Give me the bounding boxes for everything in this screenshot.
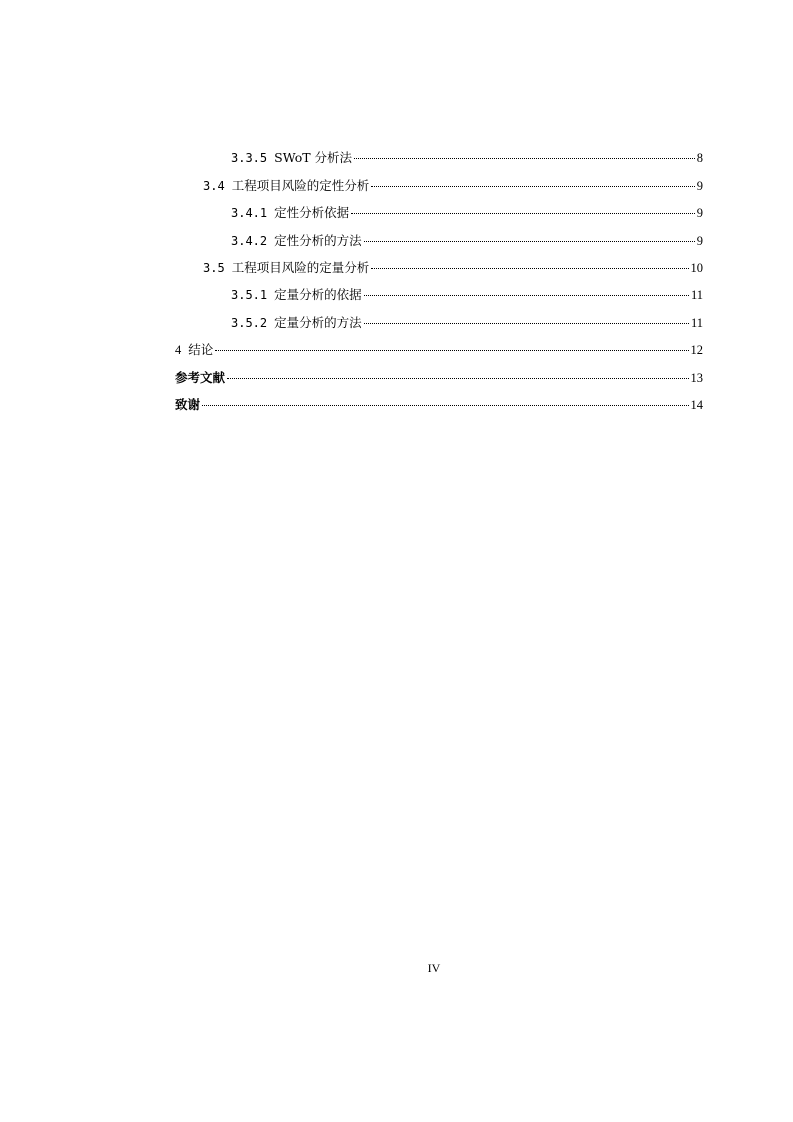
toc-dot-leader [371,268,688,269]
toc-entry-title: 参考文献 [175,370,226,385]
toc-dot-leader [364,323,689,324]
toc-dot-leader [354,158,695,159]
toc-entry-references[interactable] [175,370,703,386]
toc-entry-page: 13 [690,371,703,385]
toc-entry-3-3-5[interactable] [231,150,703,166]
toc-entry-title: 工程项目风险的定量分析 [231,260,370,275]
toc-entry-3-4-2[interactable] [231,233,703,249]
toc-entry-title: 定量分析的方法 [274,315,362,330]
toc-entry-number: 3.4 [203,179,225,193]
toc-entry-number: 3.5.2 [231,316,268,330]
toc-entry-title: SWoT 分析法 [274,150,353,165]
toc-dot-leader [202,405,688,406]
toc-entry-acknowledgements[interactable] [175,397,703,413]
toc-entry-3-4[interactable] [203,178,703,194]
toc-entry-number: 3.5 [203,261,225,275]
toc-dot-leader [215,350,688,351]
toc-entry-title: 定性分析的方法 [274,233,362,248]
toc-entry-number: 3.4.2 [231,234,268,248]
toc-entry-title: 工程项目风险的定性分析 [231,178,370,193]
toc-entry-page: 10 [690,261,703,275]
toc-entry-page: 12 [690,343,703,357]
toc-entry-number: 3.5.1 [231,288,268,302]
toc-entry-page: 9 [696,206,703,220]
toc-entry-page: 9 [696,234,703,248]
toc-entry-page: 8 [696,151,703,165]
toc-entry-page: 11 [690,316,703,330]
toc-entry-title: 定量分析的依据 [274,287,362,302]
toc-entry-title: 结论 [188,342,214,357]
toc-entry-page: 9 [696,179,703,193]
toc-dot-leader [364,295,689,296]
toc-entry-title: 致谢 [175,397,201,412]
toc-entry-3-5[interactable] [203,260,703,276]
toc-entry-page: 14 [690,398,703,412]
toc-dot-leader [364,241,695,242]
toc-dot-leader [227,378,688,379]
page-number: IV [427,961,441,975]
toc-entry-title: 定性分析依据 [274,205,350,220]
toc-entry-4[interactable] [175,342,703,358]
toc-entry-3-4-1[interactable] [231,205,703,221]
toc-dot-leader [371,186,695,187]
toc-entry-3-5-2[interactable] [231,315,703,331]
toc-entry-page: 11 [690,288,703,302]
toc-entry-number: 3.3.5 [231,151,268,165]
toc-entry-number: 4 [175,343,182,357]
toc-entry-3-5-1[interactable] [231,287,703,303]
toc-dot-leader [351,213,695,214]
toc-entry-number: 3.4.1 [231,206,268,220]
